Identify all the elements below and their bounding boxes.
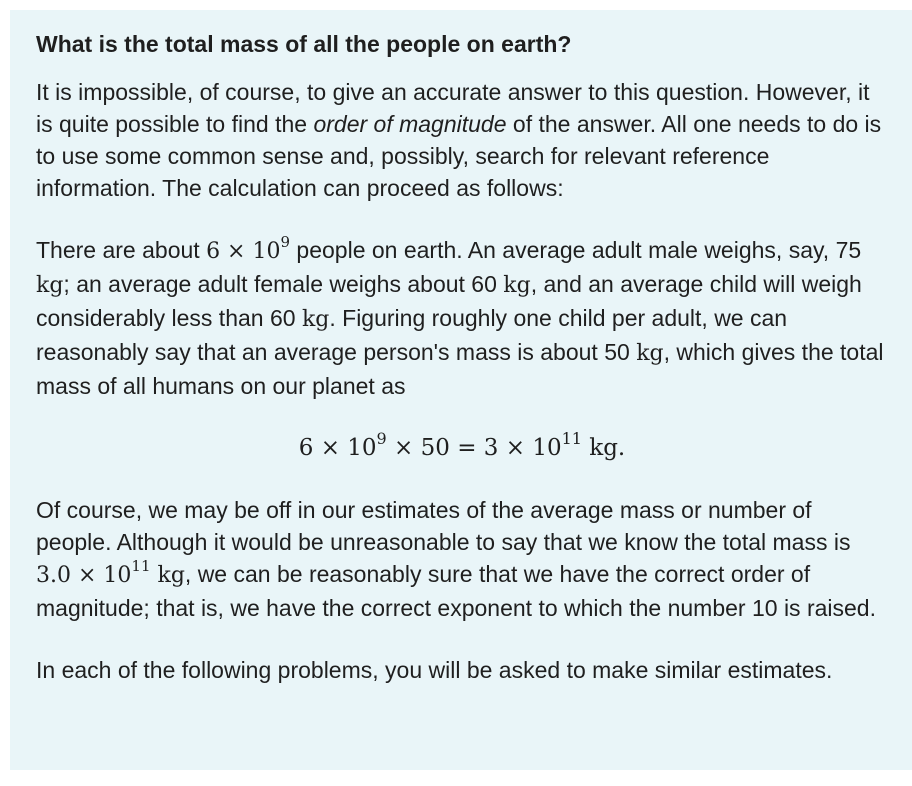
- total-mass-math: [36, 557, 185, 588]
- kg-unit-1: kg: [36, 273, 64, 298]
- intro-text-1: It is impossible, of course, to give an accurate answer to this question. However, it is quite possible to find the: [36, 79, 870, 137]
- equation-lhs-exponent: 9: [376, 429, 387, 448]
- problem-intro-panel: [10, 10, 912, 770]
- equation-middle: × 50 = 3 × 10: [386, 435, 562, 461]
- estimate-text-1: There are about: [36, 237, 207, 263]
- population-math: [206, 233, 291, 264]
- estimate-paragraph: [36, 234, 888, 402]
- mass-equation: [36, 429, 888, 464]
- closing-paragraph: In each of the following problems, you will be asked to make similar estimates.: [36, 657, 833, 683]
- caveat-paragraph: [36, 494, 888, 624]
- total-mass-exponent: 11: [131, 557, 151, 575]
- total-mass-base: 3.0 × 10: [36, 563, 132, 588]
- equation-rhs-exponent: 11: [561, 429, 582, 448]
- intro-emphasis: order of magnitude: [313, 111, 507, 137]
- equation-lhs-base: 6 × 10: [298, 435, 377, 461]
- kg-unit-3: kg: [301, 307, 330, 332]
- question-title: What is the total mass of all the people on earth?: [36, 31, 572, 57]
- estimate-text-3: ; an average adult female weighs about 60: [63, 271, 504, 297]
- equation-unit: kg.: [581, 435, 626, 461]
- estimate-text-4: , and an average child will weigh considerably less than 60: [36, 271, 862, 331]
- population-base: 6 × 10: [206, 239, 281, 264]
- intro-paragraph: [36, 76, 888, 204]
- kg-unit-4: kg: [636, 341, 664, 366]
- total-mass-unit: kg: [150, 563, 185, 588]
- estimate-text-2: people on earth. An average adult male weighs, say, 75: [290, 237, 862, 263]
- estimate-text-6: , which gives the total mass of all humans on our planet as: [36, 339, 884, 399]
- intro-text-2: of the answer. All one needs to do is to use some common sense and, possibly, search for relevant reference information. The calculation can proceed as follows:: [36, 111, 882, 201]
- estimate-text-5: . Figuring roughly one child per adult, we can reasonably say that an average person's mass is about 50: [36, 305, 788, 365]
- kg-unit-2: kg: [503, 273, 531, 298]
- population-exponent: 9: [280, 233, 291, 251]
- caveat-text-2: , we can be reasonably sure that we have the correct order of magnitude; that is, we have the correct exponent to which the number 10 is raised.: [36, 561, 876, 621]
- caveat-text-1: Of course, we may be off in our estimates of the average mass or number of people. Although it would be unreasonable to say that we know the total mass is: [36, 497, 851, 555]
